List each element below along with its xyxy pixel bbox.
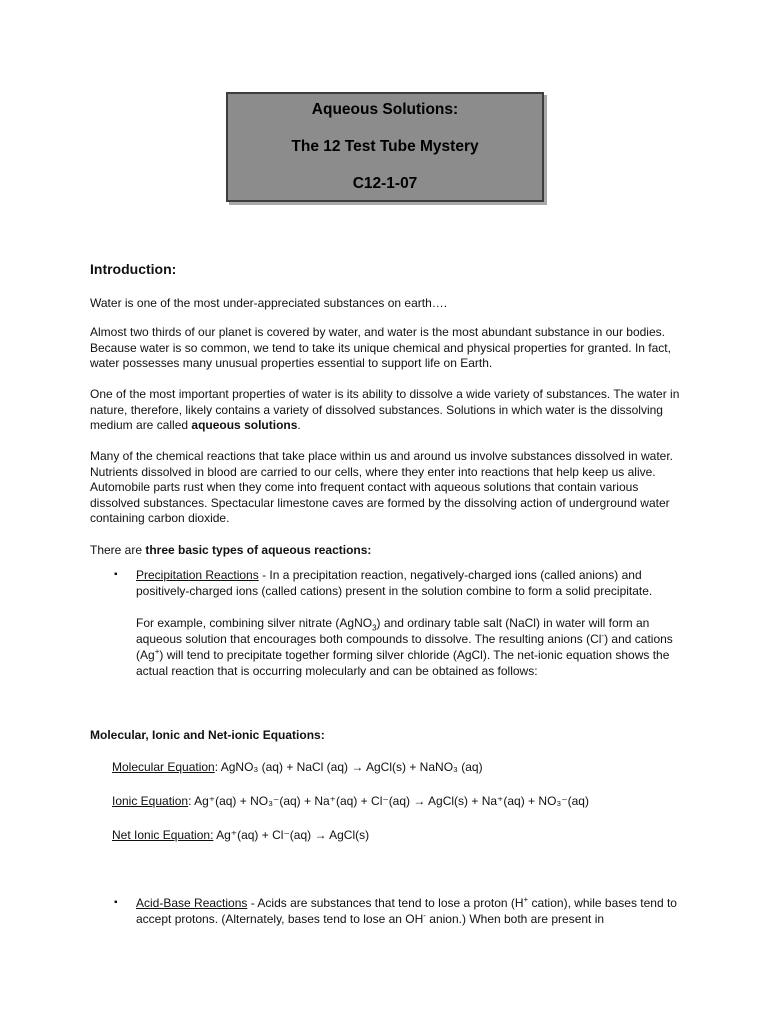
paragraph-3-end: . [297,418,301,433]
title-line-1: Aqueous Solutions: [311,101,459,118]
example-sup-plus: + [154,647,160,656]
ionic-equation [112,794,589,808]
paragraph-5 [90,543,686,559]
paragraph-3-text: One of the most important properties of water is its ability to dissolve a wide variety of substances. The water in nature, therefore, likely contains a variety of dissolved substances. Solutions in which water is the dissolving medium are called [90,387,680,433]
reaction-types-label: three basic types of aqueous reactions: [145,543,372,557]
example-text-a: For example, combining silver nitrate (AgNO [136,616,373,630]
example-text-d: ) will tend to precipitate together forming silver chloride (AgCl). The net-ionic equation shows the actual reaction that is occurring molecularly and can be obtained as follows: [136,648,670,678]
acid-base-sup-minus: - [423,911,426,920]
bullet-marker: ▪ [114,897,118,908]
molecular-equation-text: : AgNO₃ (aq) + NaCl (aq) → AgCl(s) + NaNO₃ (aq) [214,760,483,774]
example-text-c: ) and cations (Ag [136,632,673,662]
bullet-marker: ▪ [114,569,118,580]
aqueous-solutions-term: aqueous solutions [191,418,298,433]
acid-base-text-c: anion.) When both are present in [425,912,605,926]
equations-heading: Molecular, Ionic and Net-ionic Equations: [90,728,325,742]
precipitation-description: - In a precipitation reaction, negatively-charged ions (called anions) and positively-charged ions (called cations) present in the solution combine to form a solid precipitate. [136,568,653,598]
title-line-3: C12-1-07 [352,175,418,192]
example-text-b: ) and ordinary table salt (NaCl) in water will form an aqueous solution that encourages both compounds to dissolve. The resulting anions (Cl [136,616,650,646]
paragraph-3 [90,387,686,434]
bullet-precipitation [114,567,686,599]
ionic-equation-label: Ionic Equation [112,794,189,808]
paragraph-2: Almost two thirds of our planet is covered by water, and water is the most abundant substance in our bodies. Because water is so common, we tend to take its unique chemical and physical properties for granted. In fact, water possesses many unusual properties essential to support life on Earth. [90,325,671,371]
paragraph-4: Many of the chemical reactions that take place within us and around us involve substances dissolved in water. Nutrients dissolved in blood are carried to our cells, where they enter into reactions that help keep us alive. Automobile parts rust when they come into frequent contact with aqueous solutions that contain various dissolved substances. Spectacular limestone caves are formed by the dissolving action of underground water containing carbon dioxide. [90,449,673,526]
acid-base-text-b: cation), while bases tend to accept protons. (Alternately, bases tend to lose an OH [136,896,677,926]
acid-base-sup-plus: + [523,895,529,904]
example-sub-3: 3 [372,623,377,633]
precipitation-example [136,615,686,679]
introduction-heading: Introduction: [90,261,177,277]
net-ionic-equation [112,828,369,842]
net-ionic-equation-text: Ag⁺(aq) + Cl⁻(aq) → AgCl(s) [213,828,370,842]
molecular-equation [112,760,483,774]
ionic-equation-text: : Ag⁺(aq) + NO₃⁻(aq) + Na⁺(aq) + Cl⁻(aq) → AgCl(s) + Na⁺(aq) + NO₃⁻(aq) [188,794,589,808]
example-sup-minus: - [601,631,605,640]
molecular-equation-label: Molecular Equation [112,760,215,774]
precipitation-reactions-term: Precipitation Reactions [136,568,259,582]
acid-base-text-a: - Acids are substances that tend to lose a proton (H [247,896,524,910]
title-box [226,92,544,202]
title-line-2: The 12 Test Tube Mystery [291,138,479,155]
paragraph-1: Water is one of the most under-appreciated substances on earth…. [90,296,448,310]
paragraph-5-text: There are [90,543,146,557]
bullet-acid-base [114,895,686,927]
net-ionic-equation-label: Net Ionic Equation: [112,828,214,842]
acid-base-reactions-term: Acid-Base Reactions [136,896,248,910]
